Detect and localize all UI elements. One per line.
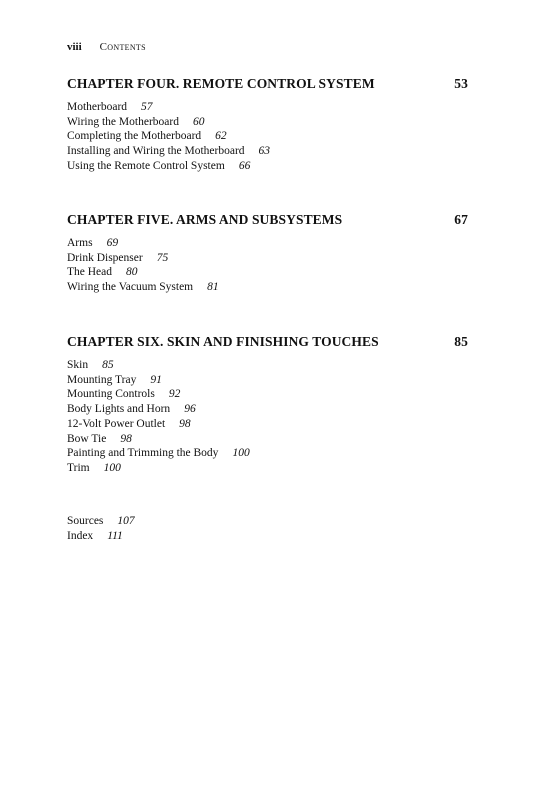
chapter-title: CHAPTER SIX. SKIN AND FINISHING TOUCHES xyxy=(67,334,379,349)
entry-label: 12-Volt Power Outlet xyxy=(67,417,166,430)
entry-page: 69 xyxy=(106,237,119,249)
chapter-heading xyxy=(67,76,468,92)
toc-entry xyxy=(67,461,468,476)
entry-page: 80 xyxy=(126,266,138,279)
entry-page: 60 xyxy=(192,115,205,128)
entry-label: Mounting Tray xyxy=(67,373,137,386)
chapter-title: CHAPTER FOUR. REMOTE CONTROL SYSTEM xyxy=(67,76,375,91)
chapter-entries xyxy=(67,100,468,174)
back-matter-entries xyxy=(67,514,367,543)
chapter-page: 85 xyxy=(454,334,468,349)
toc-entry xyxy=(67,159,468,174)
entry-label: The Head xyxy=(67,266,113,279)
entry-page: 62 xyxy=(215,130,227,143)
chapter-page: 67 xyxy=(454,212,468,227)
toc-entry xyxy=(67,387,468,402)
chapter-entries xyxy=(67,358,468,476)
toc-entry xyxy=(67,129,468,144)
toc-entry xyxy=(67,100,468,115)
running-head xyxy=(67,40,146,54)
entry-page: 107 xyxy=(117,515,135,527)
entry-label: Skin xyxy=(67,359,89,371)
entry-label: Trim xyxy=(67,461,90,474)
toc-entry xyxy=(67,115,468,130)
toc-entry xyxy=(67,402,468,417)
entry-page: 98 xyxy=(179,417,191,430)
entry-label: Wiring the Motherboard xyxy=(67,115,179,128)
entry-label: Installing and Wiring the Motherboard xyxy=(67,145,245,158)
entry-page: 111 xyxy=(107,529,123,542)
entry-label: Sources xyxy=(67,515,104,527)
entry-label: Mounting Controls xyxy=(67,388,155,401)
entry-label: Wiring the Vacuum System xyxy=(67,281,194,294)
entry-page: 91 xyxy=(150,373,162,386)
toc-entry xyxy=(67,432,468,447)
entry-label: Body Lights and Horn xyxy=(67,403,171,416)
chapter-entries xyxy=(67,236,468,295)
entry-page: 85 xyxy=(102,359,114,371)
chapter-page: 53 xyxy=(454,76,468,91)
entry-label: Arms xyxy=(67,237,93,249)
entry-page: 96 xyxy=(184,403,196,416)
toc-entry xyxy=(67,358,468,373)
entry-page: 92 xyxy=(168,388,181,401)
entry-page: 75 xyxy=(156,251,169,264)
chapter-five xyxy=(67,212,468,295)
entry-page: 100 xyxy=(232,447,250,460)
toc-entry xyxy=(67,144,468,159)
toc-entry xyxy=(67,251,468,266)
entry-label: Using the Remote Control System xyxy=(67,159,225,172)
chapter-four xyxy=(67,76,468,174)
entry-label: Bow Tie xyxy=(67,432,107,445)
back-matter xyxy=(67,514,367,543)
toc-entry xyxy=(67,373,468,388)
toc-entry xyxy=(67,417,468,432)
chapter-heading xyxy=(67,334,468,350)
entry-label: Completing the Motherboard xyxy=(67,130,202,143)
entry-label: Painting and Trimming the Body xyxy=(67,447,219,460)
toc-entry xyxy=(67,280,468,295)
chapter-six xyxy=(67,334,468,476)
entry-page: 98 xyxy=(120,432,132,445)
chapter-heading xyxy=(67,212,468,228)
running-head-section: Contents xyxy=(99,41,146,53)
toc-entry xyxy=(67,446,468,461)
toc-entry xyxy=(67,265,468,280)
entry-page: 81 xyxy=(207,281,219,294)
entry-page: 57 xyxy=(141,101,153,113)
toc-entry xyxy=(67,529,367,544)
entry-label: Index xyxy=(67,529,94,542)
entry-page: 100 xyxy=(103,461,121,474)
entry-label: Motherboard xyxy=(67,101,128,113)
entry-label: Drink Dispenser xyxy=(67,251,143,264)
page-folio: viii xyxy=(67,41,82,53)
entry-page: 63 xyxy=(258,145,271,158)
chapter-title: CHAPTER FIVE. ARMS AND SUBSYSTEMS xyxy=(67,212,343,227)
entry-page: 66 xyxy=(238,159,251,172)
toc-entry xyxy=(67,236,468,251)
toc-entry xyxy=(67,514,367,529)
